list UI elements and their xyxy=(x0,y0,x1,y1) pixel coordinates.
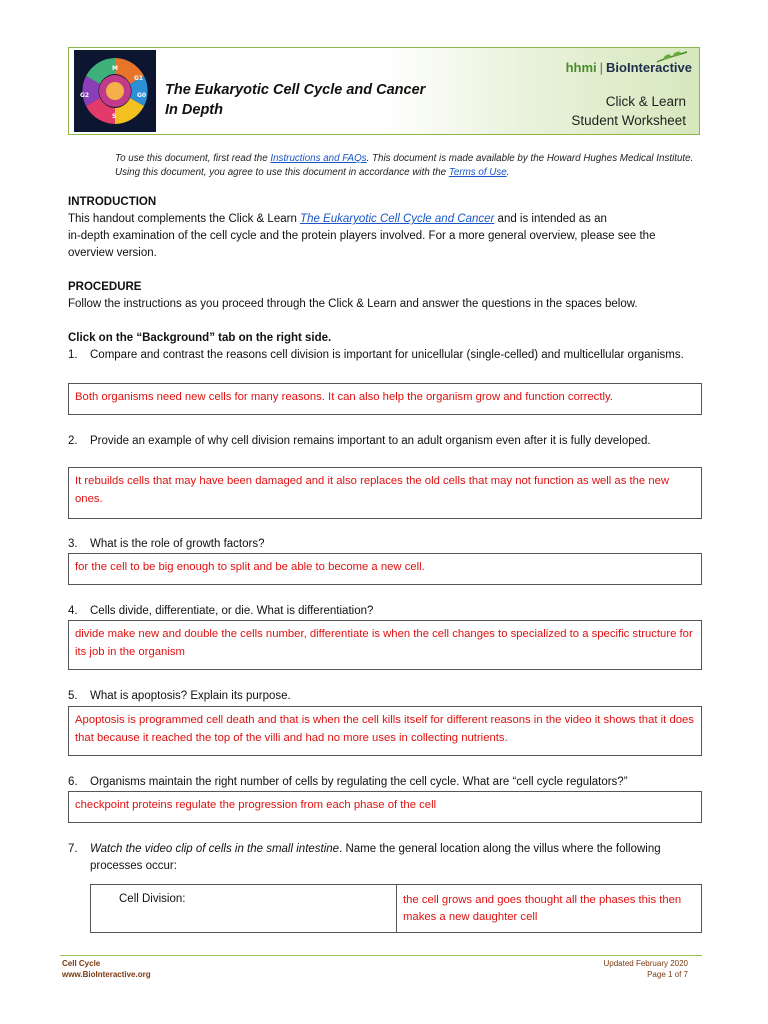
notice-text-1: To use this document, first read the xyxy=(115,153,271,164)
brand-logo xyxy=(566,60,692,75)
cell-division-answer[interactable]: the cell grows and goes thought all the phases this then makes a new daughter cell xyxy=(403,894,682,923)
introduction-heading: INTRODUCTION xyxy=(68,196,157,208)
logo-label-g0: G0 xyxy=(137,92,147,99)
notice-text-3: . xyxy=(506,167,510,178)
question-6 xyxy=(68,774,698,791)
introduction-text xyxy=(68,211,708,228)
question-text: Organisms maintain the right number of cells by regulating the cell cycle. What are “cell cycle regulators?” xyxy=(90,776,628,788)
video-clip-instruction: Watch the video clip of cells in the small intestine xyxy=(90,843,340,855)
worksheet-subtitle xyxy=(571,92,686,130)
introduction-text-continued: in-depth examination of the cell cycle and the protein players involved. For a more general overview, please see the overview version. xyxy=(68,230,656,259)
question-7 xyxy=(68,841,698,875)
question-number: 3. xyxy=(68,538,78,550)
question-number: 5. xyxy=(68,690,78,702)
footer-topic: Cell Cycle xyxy=(62,959,101,968)
introduction-section xyxy=(68,194,708,262)
procedure-section xyxy=(68,279,708,313)
logo-label-g2: G2 xyxy=(80,92,90,99)
question-number: 2. xyxy=(68,435,78,447)
cell-division-label: Cell Division: xyxy=(91,885,397,932)
answer-box-5[interactable]: Apoptosis is programmed cell death and that is when the cell kills itself for different reasons in the video it shows that it does that because it reached the top of the villi and had no more uses in collecting nutrients. xyxy=(68,706,702,756)
question-text: Provide an example of why cell division remains important to an adult organism even after it is fully developed. xyxy=(90,435,651,447)
background-tab-instruction: Click on the “Background” tab on the right side. xyxy=(68,332,332,344)
logo-label-s: S xyxy=(112,113,117,120)
procedure-text: Follow the instructions as you proceed through the Click & Learn and answer the questions in the spaces below. xyxy=(68,298,638,310)
usage-notice xyxy=(115,152,705,180)
intro-text-part1: This handout complements the Click & Learn xyxy=(68,213,301,225)
question-number: 4. xyxy=(68,605,78,617)
footer-updated: Updated February 2020 xyxy=(603,959,688,968)
brand-biointeractive: BioInteractive xyxy=(606,60,692,75)
question-number: 1. xyxy=(68,349,78,361)
procedure-heading: PROCEDURE xyxy=(68,281,142,293)
footer-left xyxy=(62,958,151,980)
cell-cycle-logo xyxy=(74,50,156,132)
terms-of-use-link[interactable]: Terms of Use xyxy=(448,167,507,178)
question-4 xyxy=(68,603,698,620)
document-title xyxy=(165,80,425,120)
logo-label-g1: G1 xyxy=(134,75,144,82)
answer-box-6[interactable]: checkpoint proteins regulate the progression from each phase of the cell xyxy=(68,791,702,823)
answer-box-4[interactable]: divide make new and double the cells number, differentiate is when the cell changes to specialized to a specific structure for its job in the organism xyxy=(68,620,702,670)
notice-text-2: . This document is made available by the Howard Hughes Medical Institute. Using this document, you agree to use this document in accordance with the xyxy=(115,153,694,178)
question-2 xyxy=(68,433,698,450)
question-3 xyxy=(68,536,698,553)
question-text: What is apoptosis? Explain its purpose. xyxy=(90,690,291,702)
question-text xyxy=(90,841,698,875)
footer-divider xyxy=(60,955,702,956)
answer-box-1[interactable]: Both organisms need new cells for many reasons. It can also help the organism grow and function correctly. xyxy=(68,383,702,415)
question-text-rest: . Name the general location along the villus where the following processes occur: xyxy=(90,843,661,872)
brand-hhmi: hhmi xyxy=(565,60,597,75)
answer-box-2[interactable]: It rebuilds cells that may have been damaged and it also replaces the old cells that may not function as well as the new ones. xyxy=(68,467,702,519)
document-title-line2: In Depth xyxy=(165,102,223,118)
question-text: What is the role of growth factors? xyxy=(90,538,265,550)
question-5 xyxy=(68,688,698,705)
document-title-line1: The Eukaryotic Cell Cycle and Cancer xyxy=(165,82,426,98)
question-text: Cells divide, differentiate, or die. What is differentiation? xyxy=(90,605,374,617)
question-number: 7. xyxy=(68,843,78,855)
answer-box-3[interactable]: for the cell to be big enough to split and be able to become a new cell. xyxy=(68,553,702,585)
click-learn-link[interactable]: The Eukaryotic Cell Cycle and Cancer xyxy=(300,213,495,225)
question-1 xyxy=(68,347,698,364)
logo-label-m: M xyxy=(112,65,118,72)
intro-text-part2: and is intended as an xyxy=(494,213,607,225)
subtitle-line1: Click & Learn xyxy=(605,94,686,109)
instructions-faqs-link[interactable]: Instructions and FAQs xyxy=(270,153,367,164)
footer-website: www.BioInteractive.org xyxy=(62,970,151,979)
footer-right xyxy=(604,958,689,980)
footer-page-number: Page 1 of 7 xyxy=(647,970,688,979)
question-text: Compare and contrast the reasons cell division is important for unicellular (single-celled) and multicellular organisms. xyxy=(90,349,684,361)
subtitle-line2: Student Worksheet xyxy=(571,113,686,128)
villus-location-table xyxy=(90,884,702,933)
question-number: 6. xyxy=(68,776,78,788)
brand-separator: | xyxy=(599,60,604,75)
